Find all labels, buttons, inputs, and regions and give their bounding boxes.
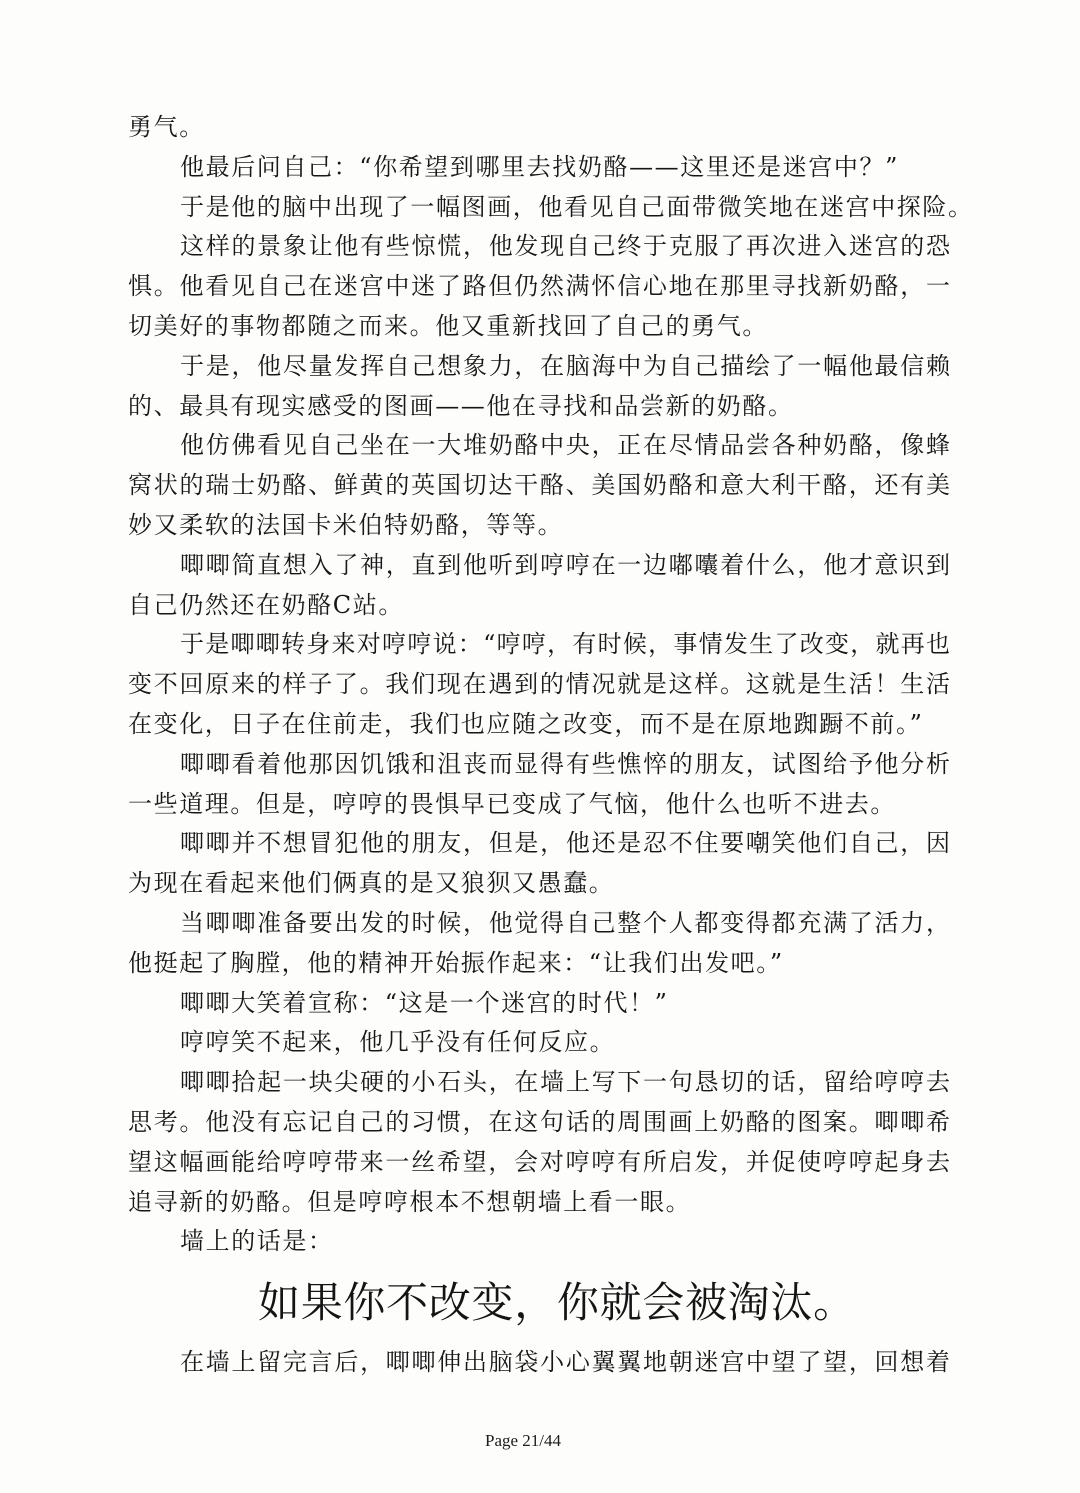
text-line: 勇气。 <box>128 113 205 141</box>
text-line: 这样的景象让他有些惊慌，他发现自己终于克服了再次进入迷宫的恐 <box>180 232 950 261</box>
text-line: 在墙上留完言后，唧唧伸出脑袋小心翼翼地朝迷宫中望了望，回想着 <box>180 1348 950 1376</box>
paragraph <box>128 1343 950 1383</box>
text-line: 切美好的事物都随之而来。他又重新找回了自己的勇气。 <box>128 311 768 340</box>
text-line: 的、最具有现实感受的图画——他在寻找和品尝新的奶酪。 <box>128 391 794 420</box>
text-line: 他挺起了胸膛，他的精神开始振作起来：“让我们出发吧。” <box>128 948 784 977</box>
text-line: 唧唧拾起一块尖硬的小石头，在墙上写下一句恳切的话，留给哼哼去 <box>180 1068 950 1097</box>
text-line: 唧唧并不想冒犯他的朋友，但是，他还是忍不住要嘲笑他们自己，因 <box>180 829 950 858</box>
text-line: 自己仍然还在奶酪C站。 <box>128 590 404 619</box>
paragraph <box>128 625 950 744</box>
body-text <box>128 108 974 1262</box>
text-line: 唧唧简直想入了神，直到他听到哼哼在一边嘟囔着什么，他才意识到 <box>180 550 950 579</box>
text-line: 在变化，日子在住前走，我们也应随之改变，而不是在原地踟蹰不前。” <box>128 709 924 738</box>
text-line: 妙又柔软的法国卡米伯特奶酪，等等。 <box>128 510 564 539</box>
text-line: 为现在看起来他们俩真的是又狼狈又愚蠢。 <box>128 869 615 898</box>
paragraph <box>128 984 950 1024</box>
paragraph <box>128 227 950 346</box>
text-line: 望这幅画能给哼哼带来一丝希望，会对哼哼有所启发，并促使哼哼起身去 <box>128 1147 950 1176</box>
paragraph <box>128 546 950 626</box>
text-line: 追寻新的奶酪。但是哼哼根本不想朝墙上看一眼。 <box>128 1187 692 1216</box>
paragraph <box>128 426 950 545</box>
text-line: 于是他的脑中出现了一幅图画，他看见自己面带微笑地在迷宫中探险。 <box>180 192 974 221</box>
text-line: 哼哼笑不起来，他几乎没有任何反应。 <box>180 1028 616 1057</box>
page-number-footer: Page 21/44 <box>484 1431 562 1450</box>
paragraph <box>128 188 974 228</box>
text-line: 他仿佛看见自己坐在一大堆奶酪中央，正在尽情品尝各种奶酪，像蜂 <box>180 431 950 460</box>
text-line: 思考。他没有忘记自己的习惯，在这句话的周围画上奶酪的图案。唧唧希 <box>128 1107 950 1136</box>
text-line: 变不回原来的样子了。我们现在遇到的情况就是这样。这就是生活！生活 <box>128 670 950 699</box>
paragraph <box>128 347 950 427</box>
text-line: 于是，他尽量发挥自己想象力，在脑海中为自己描绘了一幅他最信赖 <box>180 351 950 380</box>
text-line: 惧。他看见自己在迷宫中迷了路但仍然满怀信心地在那里寻找新奶酪，一 <box>128 272 950 301</box>
paragraph <box>128 1023 950 1063</box>
paragraph <box>128 904 950 984</box>
text-line: 墙上的话是： <box>180 1227 334 1256</box>
text-line: 一些道理。但是，哼哼的畏惧早已变成了气恼，他什么也听不进去。 <box>128 789 896 818</box>
text-line: 唧唧大笑着宣称：“这是一个迷宫的时代！” <box>180 988 669 1017</box>
paragraph <box>128 148 950 188</box>
text-line: 窝状的瑞士奶酪、鲜黄的英国切达干酪、美国奶酪和意大利干酪，还有美 <box>128 471 950 500</box>
paragraph <box>128 1063 950 1222</box>
wall-message: 如果你不改变，你就会被淘汰。 <box>258 1278 856 1327</box>
text-line: 当唧唧准备要出发的时候，他觉得自己整个人都变得都充满了活力， <box>180 908 950 937</box>
paragraph <box>128 1222 950 1262</box>
text-line: 他最后问自己：“你希望到哪里去找奶酪——这里还是迷宫中？” <box>180 152 899 181</box>
paragraph <box>128 745 950 825</box>
paragraph <box>128 824 950 904</box>
text-line: 于是唧唧转身来对哼哼说：“哼哼，有时候，事情发生了改变，就再也 <box>180 630 950 659</box>
paragraph <box>128 108 950 148</box>
body-text-continued <box>128 1343 950 1383</box>
text-line: 唧唧看着他那因饥饿和沮丧而显得有些憔悴的朋友，试图给予他分析 <box>180 749 950 778</box>
